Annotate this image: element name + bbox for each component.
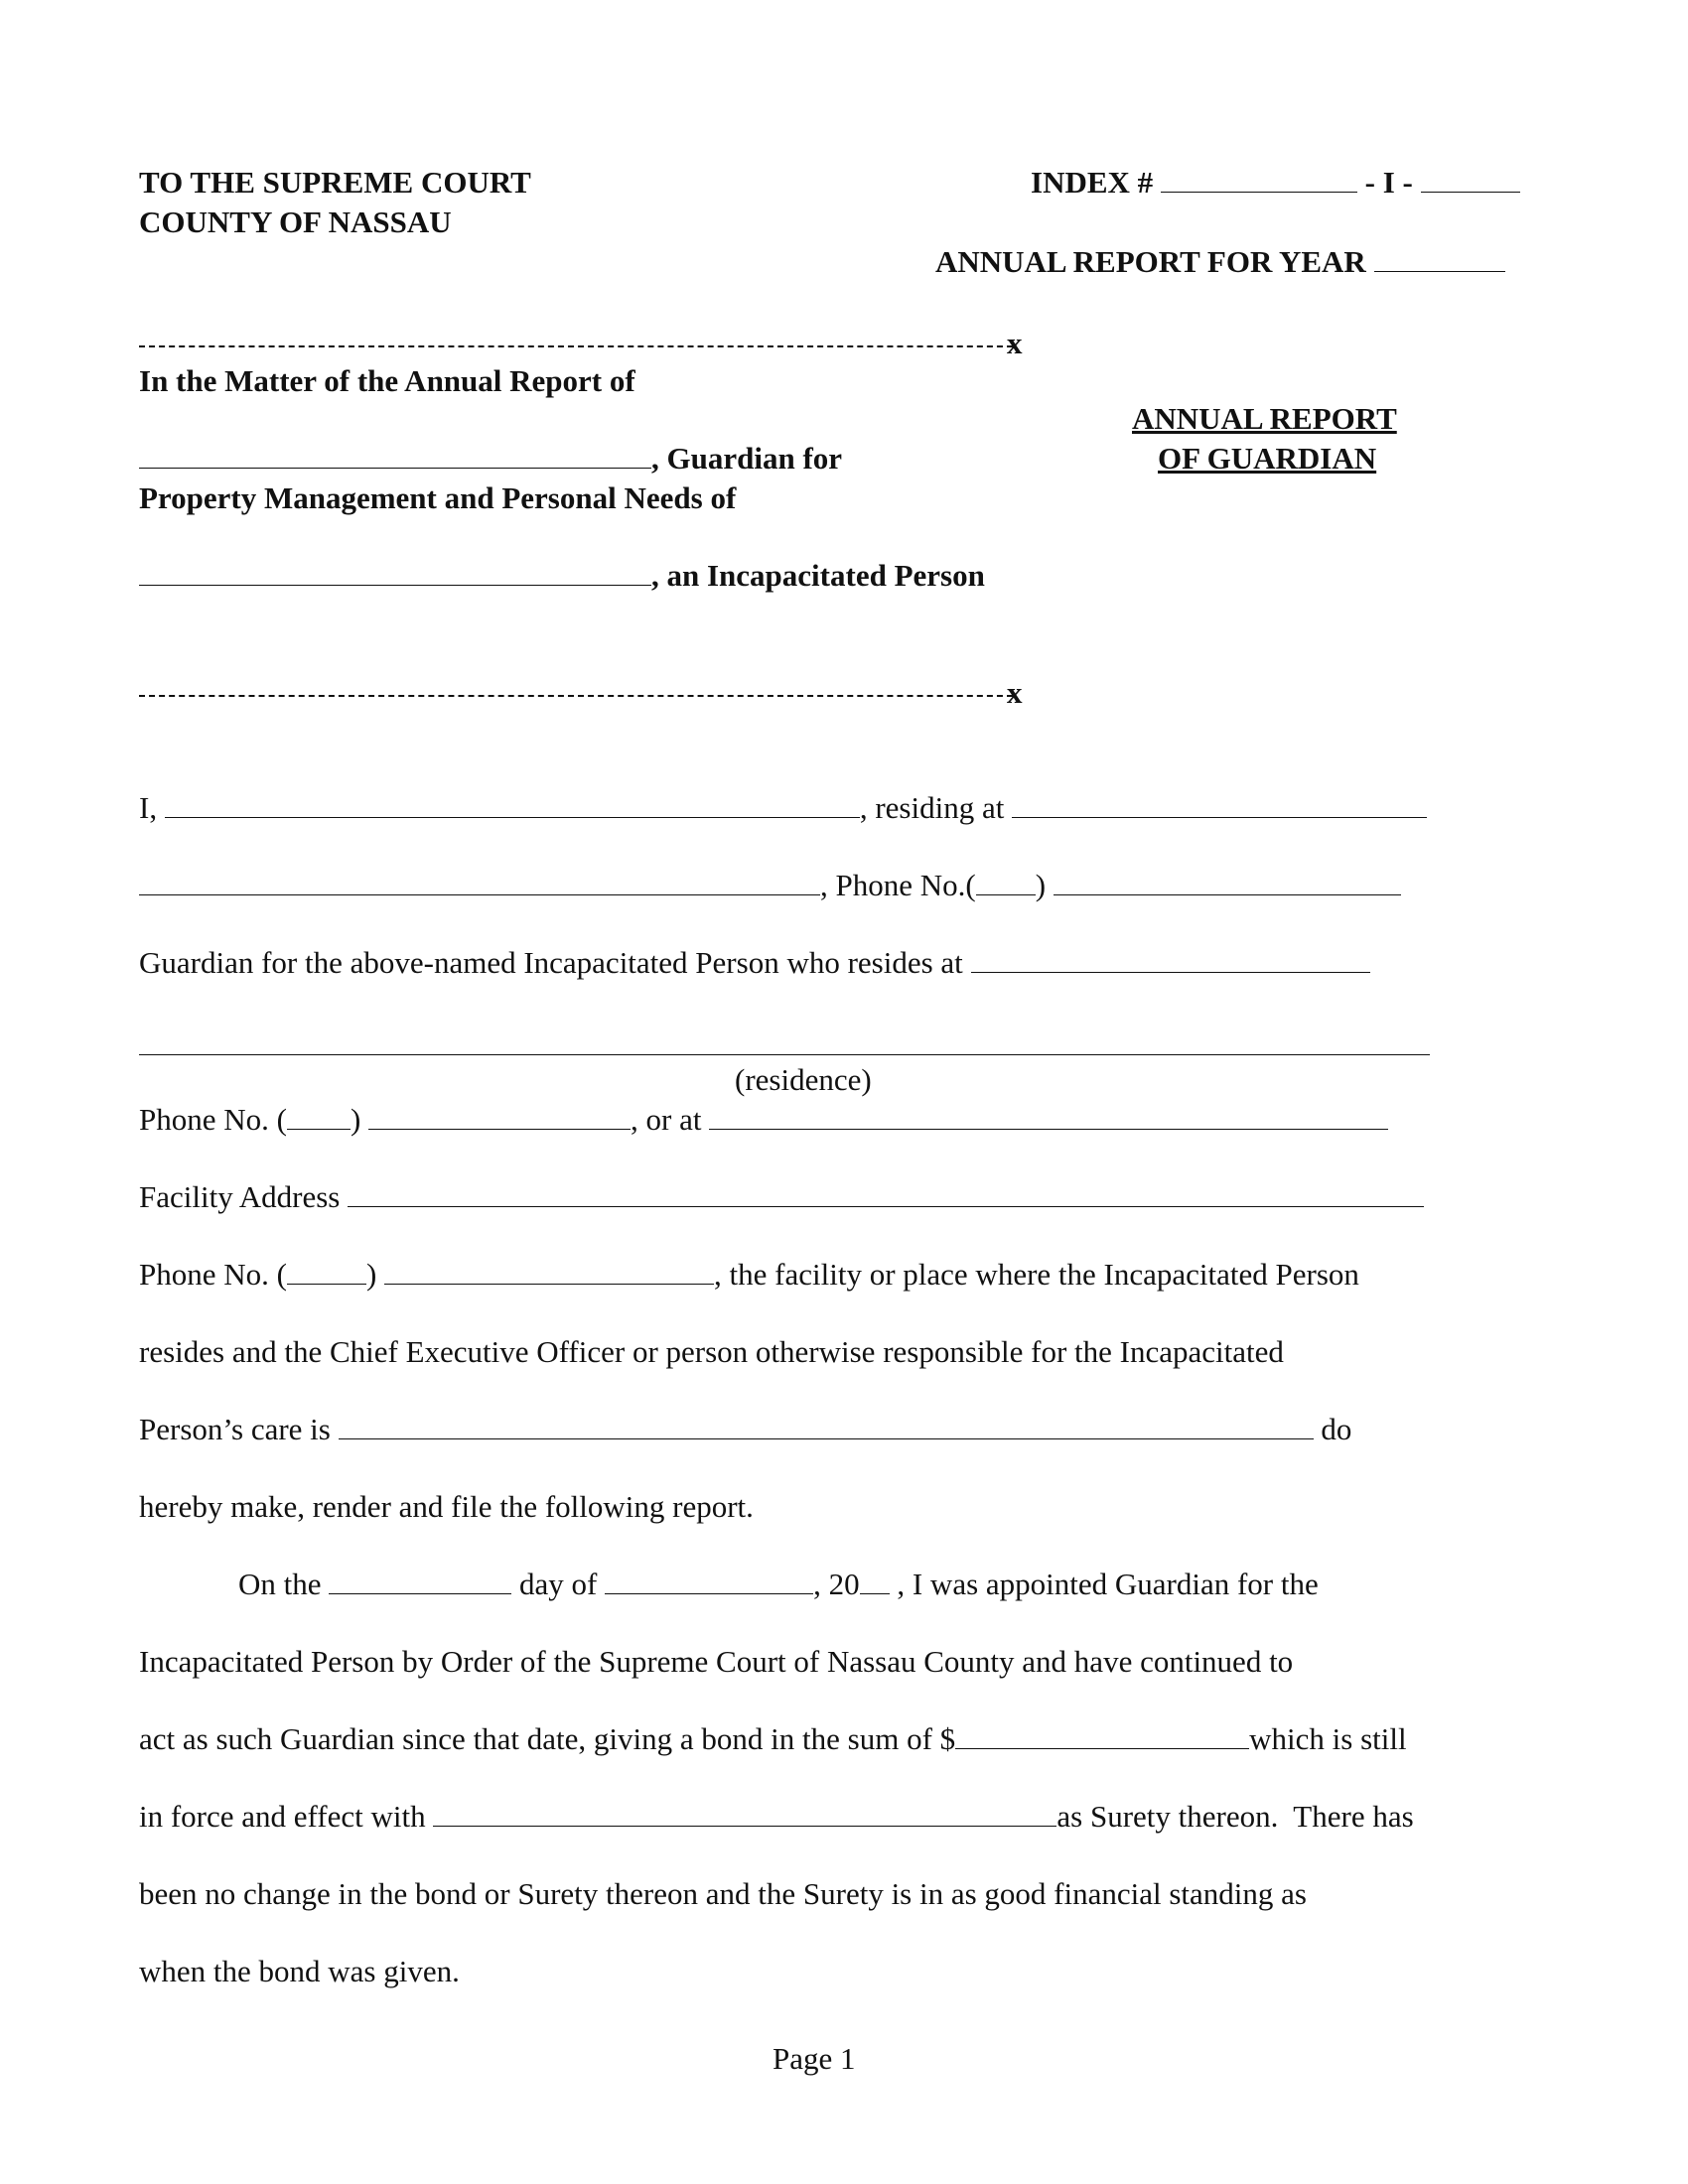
index-label: INDEX # <box>1031 165 1154 200</box>
matter-line: In the Matter of the Annual Report of <box>139 363 635 398</box>
force-prefix-text: in force and effect with <box>139 1799 426 1834</box>
paren-close: ) <box>1035 868 1047 902</box>
guardian-name-field[interactable] <box>139 446 651 469</box>
appointment-month-field[interactable] <box>605 1571 813 1594</box>
or-at-text: , or at <box>631 1102 702 1137</box>
caption-top-rule-end: x <box>1007 326 1023 360</box>
incapacitated-person-text: , an Incapacitated Person <box>651 558 985 593</box>
appointed-text: , I was appointed Guardian for the <box>897 1567 1319 1601</box>
ip-phone-field[interactable] <box>368 1107 631 1130</box>
residence-caption: (residence) <box>735 1062 872 1097</box>
caption-bottom-rule <box>139 695 1013 697</box>
ip-facility-field[interactable] <box>709 1107 1388 1130</box>
resides-line: resides and the Chief Executive Officer or person otherwise responsible for the Incapacitated <box>139 1334 1284 1369</box>
page-number: Page 1 <box>773 2041 856 2076</box>
index-suffix-field[interactable] <box>1421 170 1520 193</box>
bond-amount-field[interactable] <box>955 1726 1249 1749</box>
residing-at-text: , residing at <box>859 790 1005 825</box>
bond-given-line: when the bond was given. <box>139 1954 460 1988</box>
surety-name-field[interactable] <box>433 1804 1056 1827</box>
ip-area-code-field[interactable] <box>287 1107 351 1130</box>
property-line: Property Management and Personal Needs of <box>139 480 737 515</box>
index-number-row <box>1031 167 1520 198</box>
facility-address-row <box>139 1181 1424 1212</box>
index-separator: - I - <box>1364 165 1413 200</box>
court-name: TO THE SUPREME COURT <box>139 165 531 200</box>
ip-phone-row <box>139 1104 1388 1135</box>
guardian-info-row <box>139 792 1427 823</box>
surety-tail-text: as Surety thereon. There has <box>1056 1799 1414 1834</box>
caption-bottom-rule-end: x <box>1007 675 1023 710</box>
guardian-address-field[interactable] <box>1012 795 1427 818</box>
guardian-resides-text: Guardian for the above-named Incapacitated Person who resides at <box>139 945 963 980</box>
care-row <box>139 1414 1351 1444</box>
annual-year-label: ANNUAL REPORT FOR YEAR <box>935 244 1366 279</box>
facility-area-code-field[interactable] <box>287 1262 366 1285</box>
paren-close: ) <box>350 1102 361 1137</box>
ip-residence-cont-field[interactable] <box>139 1032 1430 1055</box>
appointment-row <box>238 1569 1319 1599</box>
bond-row <box>139 1723 1407 1754</box>
facility-phone-field[interactable] <box>384 1262 714 1285</box>
ip-residence-field[interactable] <box>971 950 1370 973</box>
guardian-name-body-field[interactable] <box>165 795 860 818</box>
county-name: COUNTY OF NASSAU <box>139 205 452 239</box>
guardian-name-row <box>139 443 842 474</box>
surety-row <box>139 1801 1414 1832</box>
still-text: which is still <box>1249 1721 1407 1756</box>
paren-close: ) <box>365 1257 377 1292</box>
report-year-field[interactable] <box>1374 249 1505 272</box>
guardian-phone-row <box>139 870 1401 900</box>
on-the-text: On the <box>238 1567 322 1601</box>
bond-prefix-text: act as such Guardian since that date, giving a bond in the sum of $ <box>139 1721 956 1756</box>
facility-address-field[interactable] <box>348 1184 1424 1207</box>
ceo-name-field[interactable] <box>339 1417 1314 1439</box>
incapacitated-person-name-field[interactable] <box>139 563 651 586</box>
hereby-line: hereby make, render and file the following report. <box>139 1489 754 1524</box>
index-number-field[interactable] <box>1161 170 1357 193</box>
facility-tail-text: , the facility or place where the Incapacitated Person <box>714 1257 1359 1292</box>
appointment-day-field[interactable] <box>329 1571 511 1594</box>
phone-no-text: , Phone No.( <box>820 868 976 902</box>
incapacitated-person-row <box>139 560 985 591</box>
phone-no-open: Phone No. ( <box>139 1257 287 1292</box>
guardian-phone-field[interactable] <box>1054 873 1401 895</box>
i-prefix: I, <box>139 790 158 825</box>
do-text: do <box>1321 1412 1352 1446</box>
care-is-text: Person’s care is <box>139 1412 331 1446</box>
facility-address-label: Facility Address <box>139 1179 341 1214</box>
document-title-line2: OF GUARDIAN <box>1158 441 1377 476</box>
ip-residence-row <box>139 947 1370 978</box>
phone-no-open: Phone No. ( <box>139 1102 287 1137</box>
order-line: Incapacitated Person by Order of the Supreme Court of Nassau County and have continued to <box>139 1644 1294 1679</box>
guardian-area-code-field[interactable] <box>976 873 1036 895</box>
caption-top-rule <box>139 345 1013 347</box>
appointment-year-field[interactable] <box>860 1571 890 1594</box>
document-title-line1: ANNUAL REPORT <box>1132 401 1397 436</box>
annual-year-row <box>935 246 1505 277</box>
guardian-address-cont-field[interactable] <box>139 873 820 895</box>
day-of-text: day of <box>519 1567 598 1601</box>
year-prefix-text: , 20 <box>813 1567 860 1601</box>
no-change-line: been no change in the bond or Surety thereon and the Surety is in as good financial standing as <box>139 1876 1307 1911</box>
facility-phone-row <box>139 1259 1359 1290</box>
guardian-for-text: , Guardian for <box>651 441 843 476</box>
